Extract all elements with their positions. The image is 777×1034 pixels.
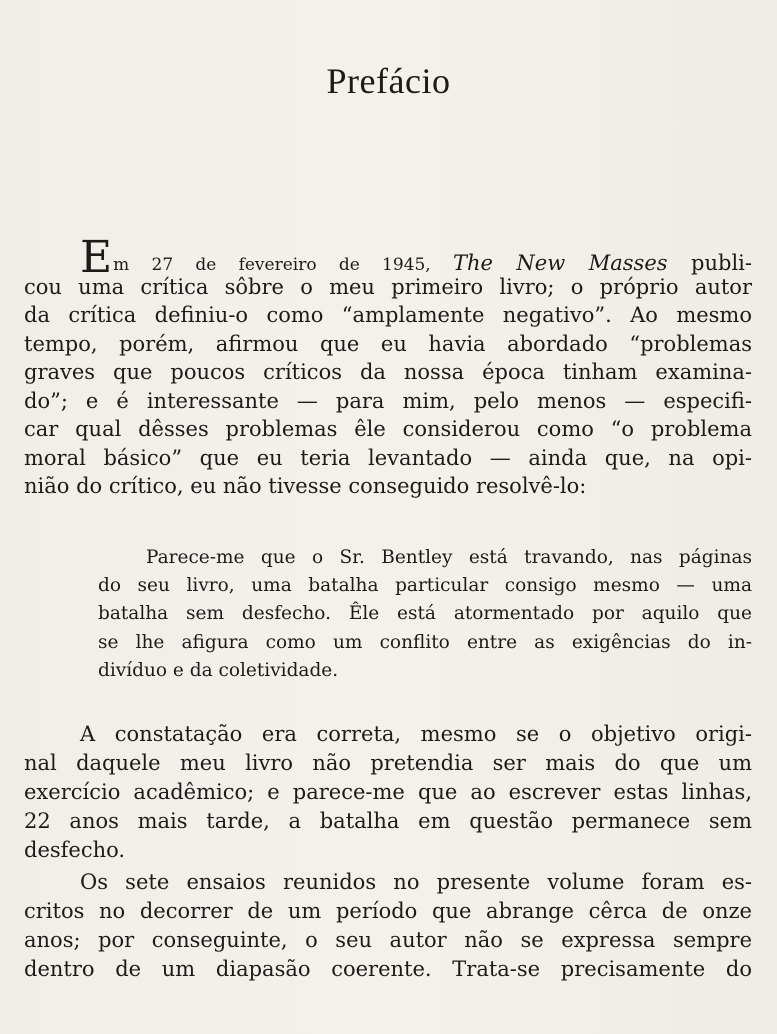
paragraph-2-line-1: A constatação era correta, mesmo se o objetivo origi- (80, 722, 752, 746)
paragraph-3-line-3: anos; por conseguinte, o seu autor não se expressa sempre (24, 928, 752, 952)
paragraph-2-line-5: desfecho. (24, 838, 126, 862)
paragraph-1-line-6: do”; e é interessante — para mim, pelo menos — especifi- (24, 388, 752, 413)
paragraph-2-line-2: nal daquele meu livro não pretendia ser mais do que um (24, 751, 752, 775)
quote-line-2: do seu livro, uma batalha particular consigo mesmo — uma (98, 575, 752, 597)
paragraph-2-line-3: exercício acadêmico; e parece-me que ao escrever estas linhas, (24, 780, 752, 804)
paragraph-1 (24, 232, 752, 501)
quote-line-4: se lhe afigura como um conflito entre as exigências do in- (98, 631, 752, 653)
paragraph-1-line-8: moral básico” que eu teria levantado — ainda que, na opi- (24, 445, 752, 470)
drop-cap: E (80, 232, 113, 283)
paragraph-1-line-1-text: m 27 de fevereiro de 1945, The New Masses publi- (113, 251, 752, 275)
block-quote (98, 544, 752, 685)
paragraph-3-line-2: critos no decorrer de um período que abrange cêrca de onze (24, 899, 752, 923)
quote-line-5: divíduo e da coletividade. (98, 659, 339, 681)
quote-line-3: batalha sem desfecho. Êle está atormentado por aquilo que (98, 603, 752, 625)
paragraph-3 (24, 868, 752, 984)
paragraph-1-line-3: da crítica definiu-o como “amplamente negativo”. Ao mesmo (24, 303, 752, 327)
paragraph-2-line-4: 22 anos mais tarde, a batalha em questão permanece sem (24, 809, 752, 833)
paragraph-1-line-5: graves que poucos críticos da nossa época tinham examina- (24, 360, 752, 384)
paragraph-1-line-9: nião do crítico, eu não tivesse conseguido resolvê-lo: (24, 474, 587, 498)
quote-line-1: Parece-me que o Sr. Bentley está travando, nas páginas (146, 547, 752, 568)
paragraph-3-line-4: dentro de um diapasão coerente. Trata-se precisamente do (24, 957, 752, 981)
paragraph-1-line-4: tempo, porém, afirmou que eu havia abordado “problemas (24, 331, 752, 356)
paragraph-1-line-1 (24, 232, 752, 283)
journal-title: The New Masses (452, 251, 668, 275)
paragraph-1-line-7: car qual dêsses problemas êle considerou como “o problema (24, 417, 752, 441)
page-title: Prefácio (326, 61, 451, 101)
paragraph-3-line-1: Os sete ensaios reunidos no presente volume foram es- (80, 870, 752, 894)
paragraph-1-line-2: cou uma crítica sôbre o meu primeiro livro; o próprio autor (24, 274, 752, 299)
paragraph-2 (24, 720, 752, 865)
